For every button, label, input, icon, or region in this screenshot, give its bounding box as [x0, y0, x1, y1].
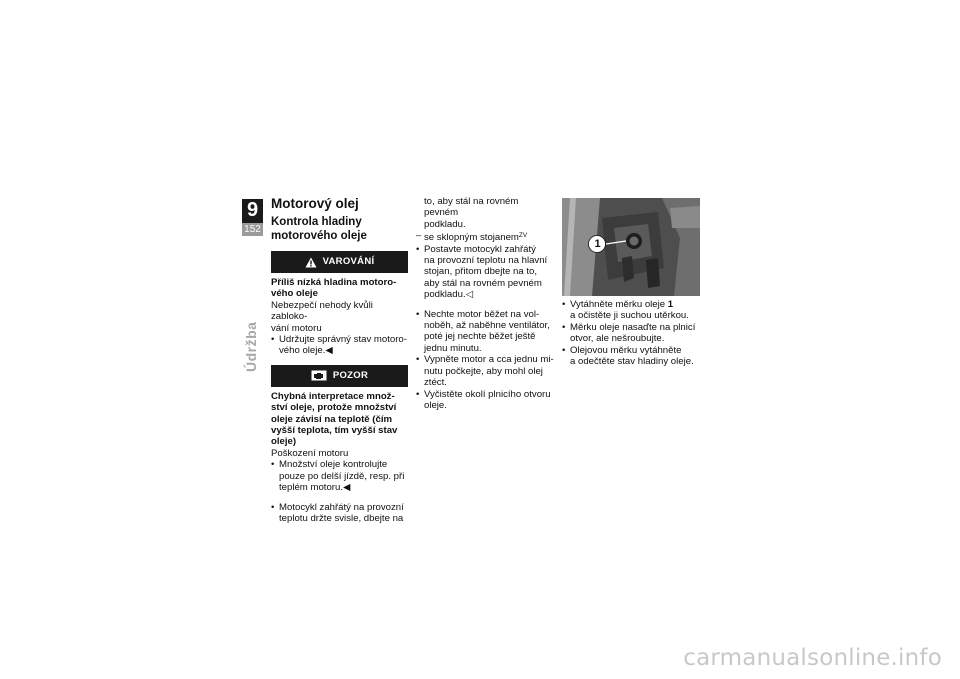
- list-item: [416, 309, 554, 355]
- column-1: [271, 196, 408, 524]
- watermark: carmanualsonline.info: [683, 645, 942, 671]
- list-item-text: [424, 309, 554, 355]
- list-item-line: Olejovou měrku vytáhněte: [570, 344, 682, 356]
- caution-heading: [271, 391, 408, 448]
- warning-heading-line: Příliš nízká hladina motoro-: [271, 277, 397, 288]
- list-item-line: a očistěte ji suchou utěrkou.: [570, 310, 689, 322]
- list-item-line: a odečtěte stav hladiny oleje.: [570, 356, 694, 368]
- subtitle-line: motorového oleje: [271, 229, 367, 242]
- bullet-mark: •: [416, 308, 420, 320]
- list-item-line: oleje.: [424, 399, 447, 411]
- caution-heading-line: oleje): [271, 436, 297, 448]
- list-item-line: noběh, až naběhne ventilátor,: [424, 320, 550, 332]
- list-item: [562, 299, 700, 322]
- list-item: [416, 389, 554, 412]
- list-item: [562, 345, 700, 368]
- list-item-line: teplém motoru.◀: [279, 482, 351, 494]
- column-3: [562, 198, 700, 367]
- list-item-line: vého oleje.◀: [279, 345, 333, 357]
- list-item-text: [570, 322, 700, 345]
- caution-heading-line: vyšší teplota, tím vyšší stav: [271, 425, 398, 437]
- list-item: [271, 502, 408, 525]
- section-title: Motorový olej: [271, 196, 359, 211]
- caution-heading-line: oleje závisí na teplotě (čím: [271, 413, 393, 425]
- list-item-line: na provozní teplotu na hlavní: [424, 255, 548, 267]
- list-item-text: [424, 244, 554, 301]
- list-item-text: [279, 502, 408, 525]
- list-item-line: poté jej nechte běžet ještě: [424, 331, 536, 343]
- list-item-text: [424, 389, 554, 412]
- bullet-mark: •: [416, 354, 420, 366]
- continued-line: to, aby stál na rovném pevném: [424, 196, 519, 219]
- warning-text-line: Nebezpečí nehody kvůli zabloko-: [271, 299, 373, 323]
- list-item-text: [570, 345, 700, 368]
- list-item-text: [279, 334, 408, 357]
- list-item-line: podkladu.◁: [424, 289, 473, 301]
- callout-reference: 1: [667, 299, 674, 310]
- bullet-mark: •: [416, 243, 420, 255]
- list-item-line: aby stál na rovném pevném: [424, 277, 542, 289]
- continued-line: podkladu.: [424, 218, 466, 230]
- dash-item-line: se sklopným stojanem: [424, 232, 519, 244]
- list-item-text: [570, 299, 700, 322]
- caution-banner: [271, 365, 408, 387]
- section-subtitle: [271, 216, 408, 243]
- column-2: [416, 196, 554, 411]
- bullet-mark: •: [271, 459, 275, 471]
- bullet-mark: •: [271, 501, 275, 513]
- warning-heading-line: vého oleje: [271, 288, 318, 300]
- chapter-number: 9: [246, 199, 259, 221]
- warning-heading: [271, 277, 408, 300]
- bullet-mark: •: [562, 299, 566, 310]
- warning-triangle-icon: [305, 257, 317, 268]
- caution-heading-line: ství oleje, protože množství: [271, 402, 397, 414]
- photo-callout-1: 1: [594, 238, 601, 250]
- bullet-mark: •: [562, 321, 566, 333]
- list-item-line: Nechte motor běžet na vol-: [424, 308, 540, 320]
- list-item: [416, 244, 554, 301]
- dash-item: [416, 230, 554, 243]
- list-item-line: Vytáhněte měrku oleje: [570, 299, 668, 310]
- list-item-line: ztéct.: [424, 377, 447, 389]
- list-item-line: Vypněte motor a cca jednu mi-: [424, 354, 554, 366]
- dash-mark: –: [416, 230, 422, 242]
- caution-heading-line: Chybná interpretace množ-: [271, 390, 395, 402]
- list-item-line: Udržujte správný stav motoro-: [279, 334, 407, 346]
- list-item: [416, 354, 554, 388]
- list-item-line: Postavte motocykl zahřátý: [424, 243, 536, 255]
- page-number: 152: [242, 223, 263, 236]
- warning-label: VAROVÁNÍ: [322, 256, 375, 268]
- bullet-mark: •: [562, 344, 566, 356]
- list-item-line: otvor, ale nešroubujte.: [570, 333, 665, 345]
- engine-photo: [562, 198, 700, 296]
- list-item-line: Měrku oleje nasaďte na plnicí: [570, 321, 696, 333]
- caution-label: POZOR: [332, 370, 369, 382]
- chapter-side-label: Údržba: [243, 321, 259, 372]
- warning-text-line: vání motoru: [271, 322, 322, 334]
- list-item-text: [424, 354, 554, 388]
- list-item-line: Motocykl zahřátý na provozní: [279, 501, 404, 513]
- bullet-mark: •: [416, 388, 420, 400]
- warning-banner: [271, 251, 408, 273]
- engine-caution-icon: [311, 370, 327, 381]
- list-item-line: pouze po delší jízdě, resp. při: [279, 470, 405, 482]
- list-item-line: nutu počkejte, aby mohl olej: [424, 365, 543, 377]
- list-item: [271, 459, 408, 493]
- continued-text: [416, 196, 554, 230]
- list-item-line: Množství oleje kontrolujte: [279, 459, 388, 471]
- dash-item-text: [424, 230, 554, 243]
- list-item-line: jednu minutu.: [424, 342, 482, 354]
- list-item-line: stojan, přitom dbejte na to,: [424, 266, 538, 278]
- list-item: [271, 334, 408, 357]
- caution-text: Poškození motoru: [271, 447, 349, 459]
- list-item-line: Vyčistěte okolí plnicího otvoru: [424, 388, 551, 400]
- list-item-text: [279, 459, 408, 493]
- subtitle-line: Kontrola hladiny: [271, 216, 362, 228]
- chapter-tab: [242, 199, 263, 236]
- warning-text: [271, 300, 408, 334]
- list-item: [562, 322, 700, 345]
- bullet-mark: •: [271, 334, 275, 346]
- list-item-line: teplotu držte svisle, dbejte na: [279, 512, 404, 524]
- optional-equipment-mark: ZV: [518, 232, 528, 240]
